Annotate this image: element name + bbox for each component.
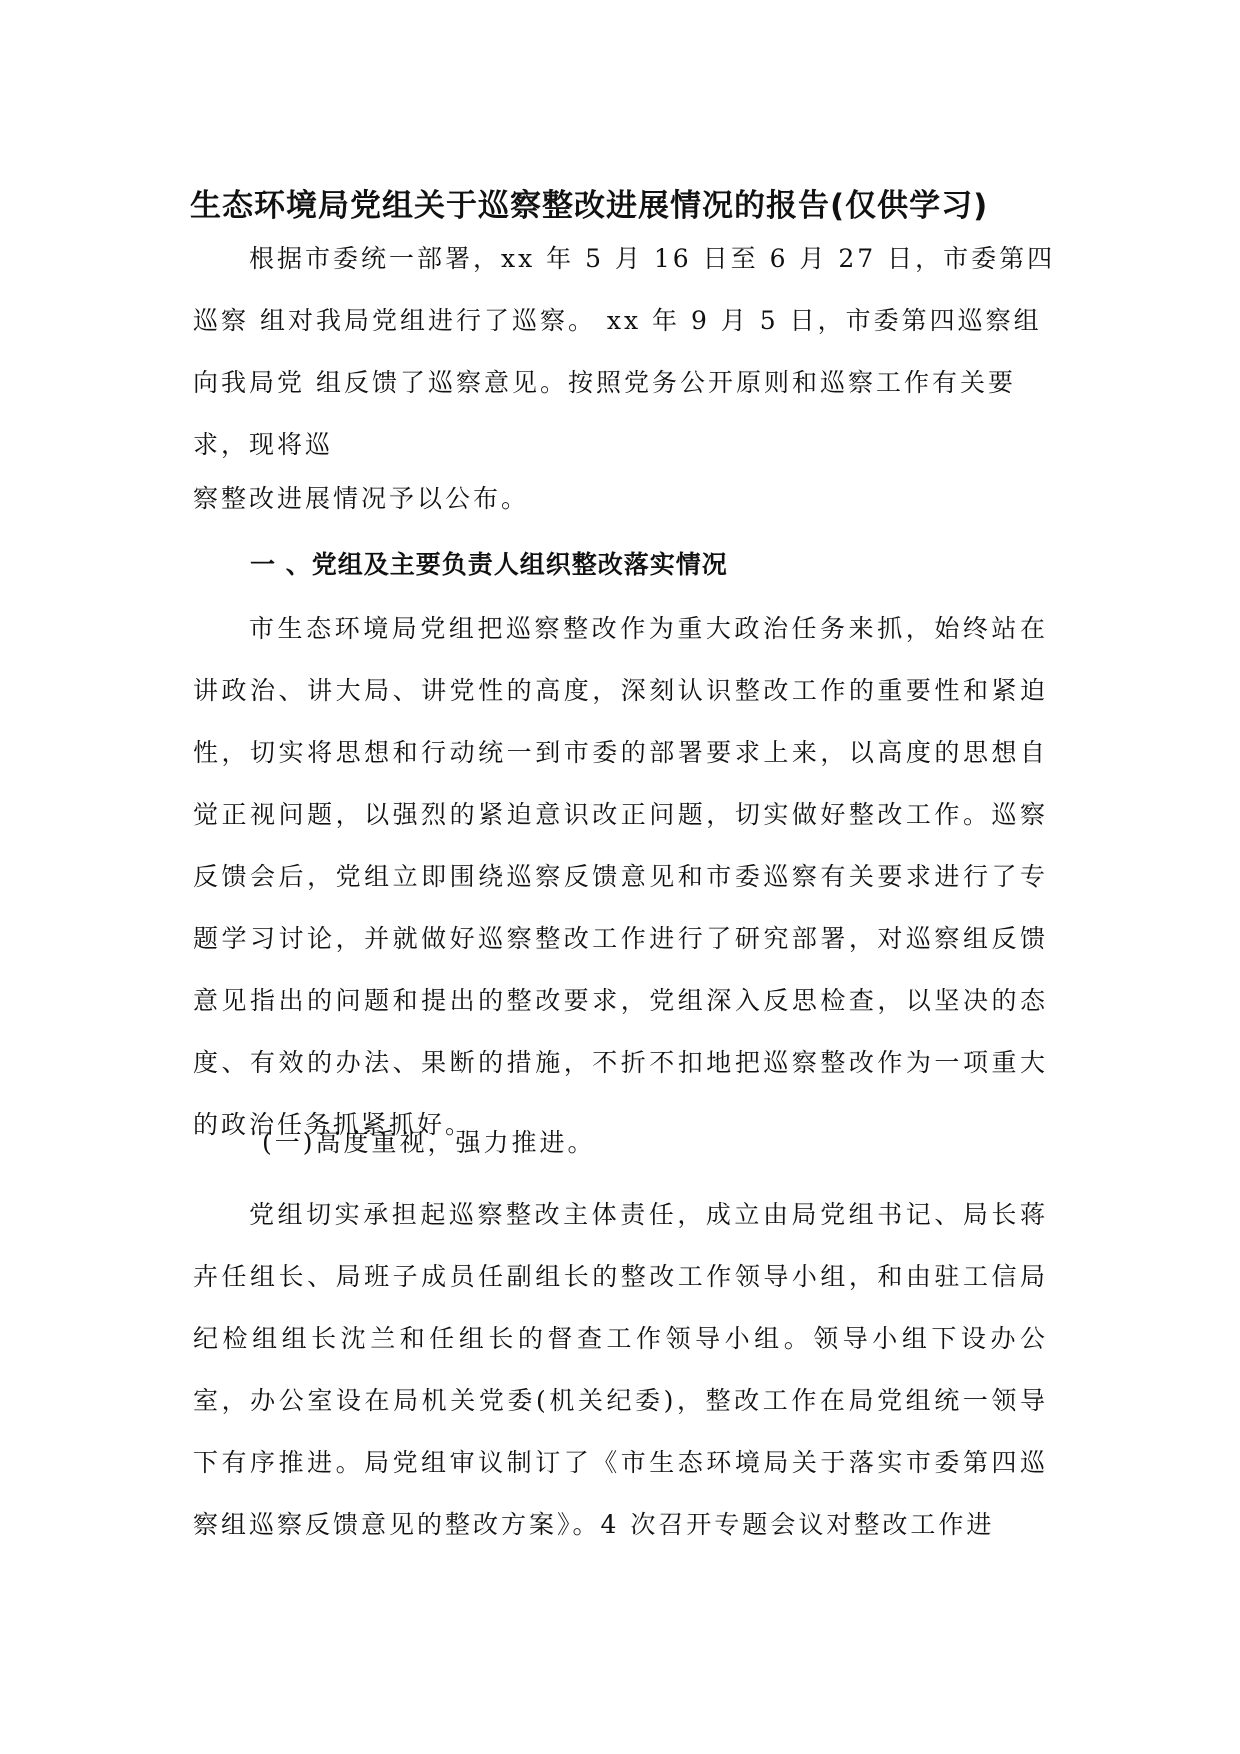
intro-line: 根据市委统一部署，xx 年 5 月 16 日至 6 月 27 日，市委第四 bbox=[249, 244, 1056, 273]
intro-line: 巡察 组对我局党组进行了巡察。 xx 年 9 月 5 日，市委第四巡察组 bbox=[193, 306, 1042, 335]
document-title: 生态环境局党组关于巡察整改进展情况的报告(仅供学习) bbox=[190, 188, 989, 224]
intro-paragraph bbox=[193, 228, 1056, 530]
subsection-heading: (一)高度重视，强力推进。 bbox=[262, 1128, 596, 1157]
subsection-paragraph: 党组切实承担起巡察整改主体责任，成立由局党组书记、局长蒋卉任组长、局班子成员任副组长的整改工作领导小组，和由驻工信局纪检组组长沈兰和任组长的督查工作领导小组。领导小组下设办公室，办公室设在局机关党委(机关纪委)，整改工作在局党组统一领导下有序推进。局党组审议制订了《市生态环境局关于落实市委第四巡察组巡察反馈意见的整改方案》。4 次召开专题会议对整改工作进 bbox=[193, 1200, 1048, 1539]
section-heading: 一 、党组及主要负责人组织整改落实情况 bbox=[250, 550, 728, 579]
intro-line: 察整改进展情况予以公布。 bbox=[193, 484, 530, 513]
intro-line: 向我局党 组反馈了巡察意见。按照党务公开原则和巡察工作有关要 bbox=[193, 368, 1016, 397]
section-paragraph: 市生态环境局党组把巡察整改作为重大政治任务来抓，始终站在讲政治、讲大局、讲党性的高度，深刻认识整改工作的重要性和紧迫性，切实将思想和行动统一到市委的部署要求上来，以高度的思想自觉正视问题，以强烈的紧迫意识改正问题，切实做好整改工作。巡察反馈会后，党组立即围绕巡察反馈意见和市委巡察有关要求进行了专题学习讨论，并就做好巡察整改工作进行了研究部署，对巡察组反馈意见指出的问题和提出的整改要求，党组深入反思检查，以坚决的态度、有效的办法、果断的措施，不折不扣地把巡察整改作为一项重大的政治任务抓紧抓好。 bbox=[193, 614, 1048, 1139]
intro-line: 求，现将巡 bbox=[193, 430, 334, 459]
